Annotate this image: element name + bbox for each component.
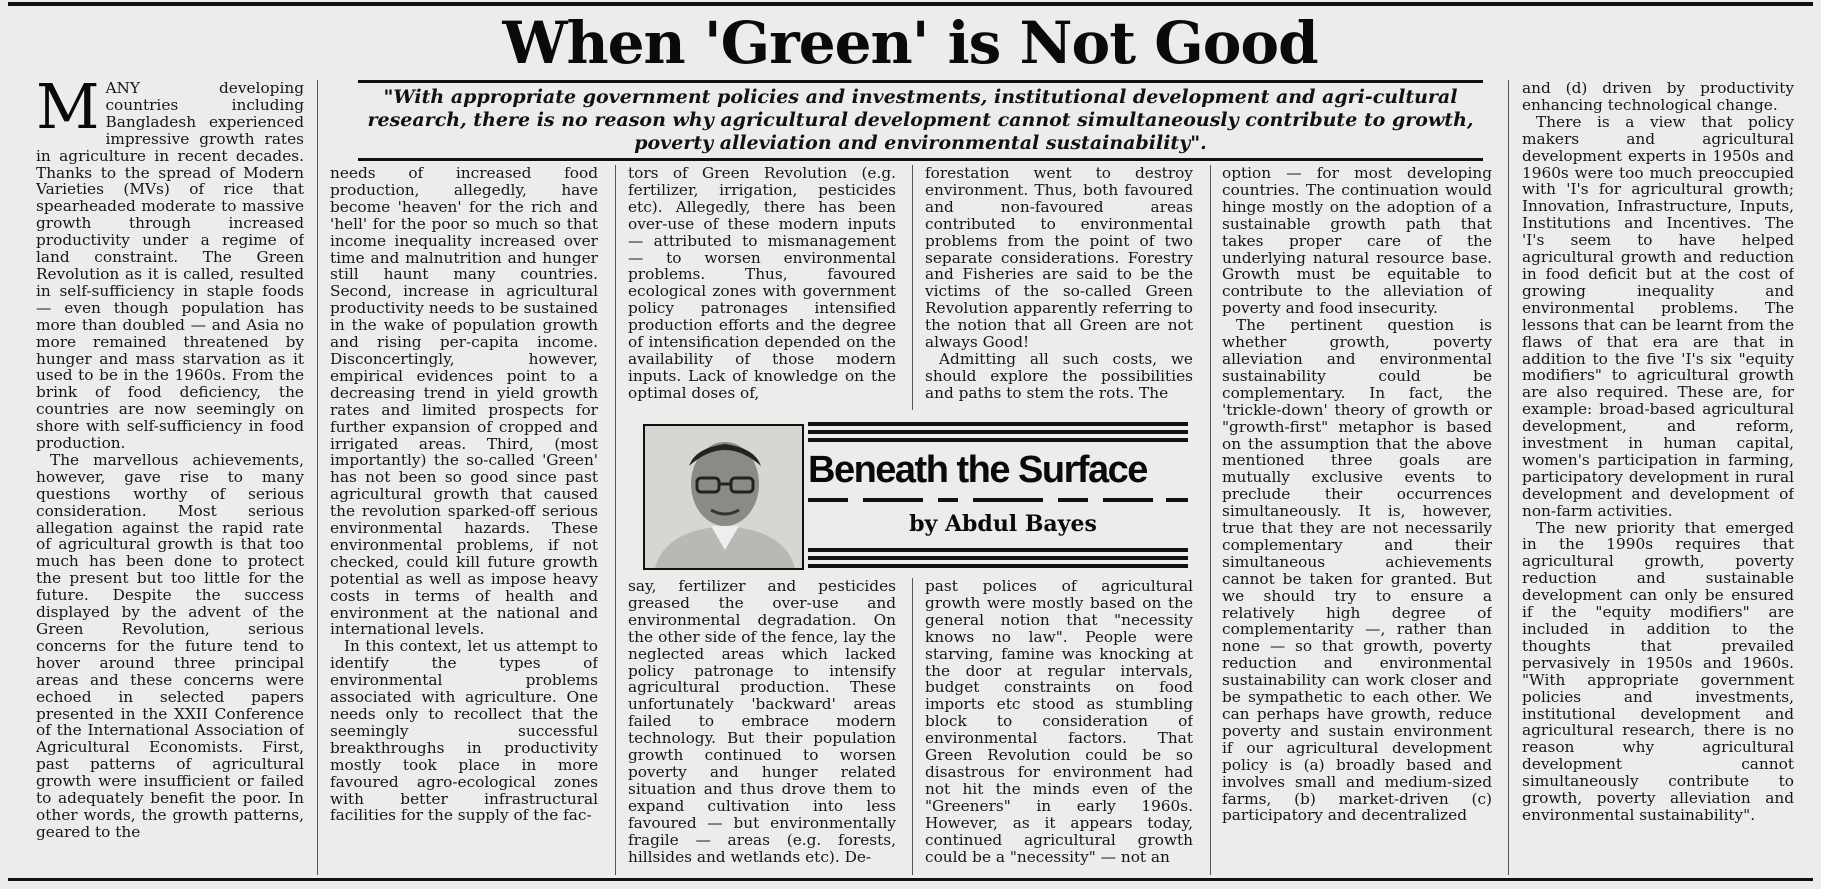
- column-divider-3-top: [912, 165, 913, 410]
- column-6-paragraph-1: and (d) driven by productivity enhancing technological change.: [1522, 80, 1794, 114]
- column-3-bottom-paragraph: say, fertilizer and pesticides greased the over-use and environmental degradation. On the other side of the fence, lay the neglected areas which lacked policy patronage to intensify agricultural production. These unfortunately 'backward' areas failed to embrace modern technology. But their population growth continued to worsen poverty and hunger related situation and thus drove them to expand cultivation into less favoured — but environmentally fragile — areas (e.g. forests, hillsides and wetlands etc). De-: [628, 578, 896, 866]
- column-4-bottom-paragraph: past polices of agricultural growth were mostly based on the general notion that "necessity knows no law". People were starving, famine was knocking at the door at regular intervals, budget constraints on food imports etc stood as stumbling block to consideration of environmental factors. That Green Revolution could be so disastrous for environment had not hit the minds even of the "Greeners" in early 1960s. However, as it appears today, continued agricultural growth could be a "necessity" — not an: [925, 578, 1193, 866]
- column-5-paragraph-2: The pertinent question is whether growth, poverty alleviation and environmental sustainability could be complementary. In fact, the 'trickle-down' theory of growth or "growth-first" metaphor is based on the assumption that the above mentioned three goals are mutually exclusive events to preclude their occurrences simultaneously. It is, however, true that they are not necessarily complementary and their simultaneous achievements cannot be taken for granted. But we should try to ensure a relatively high degree of complementarity —, rather than none — so that growth, poverty reduction and environmental sustainability can work closer and be sympathetic to each other. We can perhaps have growth, reduce poverty and sustain environment if our agricultural development policy is (a) broadly based and involves small and medium-sized farms, (b) market-driven (c) participatory and decentralized: [1222, 316, 1492, 825]
- column-divider-3-bottom: [912, 578, 913, 875]
- column-4-top-paragraph-2: Admitting all such costs, we should explore the possibilities and paths to stem the rots. The: [925, 349, 1193, 402]
- bottom-border-rule: [8, 878, 1813, 881]
- column-1-paragraph-2: The marvellous achievements, however, gave rise to many questions worthy of serious consideration. Most serious allegation against the rapid rate of agricultural growth is that too much has been done to protect the present but too little for the future. Despite the success displayed by the advent of the Green Revolution, serious concerns for the future tend to hover around three principal areas and these concerns were echoed in selected papers presented in the XXII Conference of the International Association of Agricultural Economists. First, past patterns of agricultural growth were insufficient or failed to adequately benefit the poor. In other words, the growth patterns, geared to the: [36, 450, 304, 841]
- column-4-top-paragraph-1: forestation went to destroy environment. Thus, both favoured and non-favoured areas contributed to environmental problems from the point of two separate considerations. Forestry and Fisheries are said to be the victims of the so-called Green Revolution apparently referring to the notion that all Green are not always Good!: [925, 165, 1193, 352]
- column-2-paragraph-1: needs of increased food production, allegedly, have become 'heaven' for the rich and 'hell' for the poor so much so that income inequality increased over time and malnutrition and hunger still haunt many countries. Second, increase in agricultural productivity needs to be sustained in the wake of population growth and rising per-capita income. Disconcertingly, however, empirical evidences point to a decreasing trend in yield growth rates and limited prospects for further expansion of cropped and irrigated areas. Third, (most importantly) the so-called 'Green' has not been so good since past agricultural growth that caused the revolution sparked-off serious environmental hazards. These environmental problems, if not checked, could kill future growth potential as well as impose heavy costs in terms of health and environment at the national and international levels.: [330, 165, 598, 639]
- column-4-bottom: [925, 578, 1193, 875]
- column-3-top: [628, 165, 896, 410]
- column-6-paragraph-2: There is a view that policy makers and agricultural development experts in 1950s and 1960s were too much preoccupied with 'I's for agricultural growth; Innovation, Infrastructure, Inputs, Institutions and Incentives. The 'I's seem to have helped agricultural growth and reduction in food deficit but at the cost of growing inequality and environmental problems. The lessons that can be learnt from the flaws of that era are that in addition to the five 'I's six "equity modifiers" to agricultural growth are also required. These are, for example: broad-based agricultural development, and reform, investment in human capital, women's participation in farming, participatory development in rural development and development of non-farm activities.: [1522, 112, 1794, 520]
- column-divider-1: [317, 80, 318, 875]
- deck-bottom-rule: [358, 158, 1483, 161]
- banner-rule-6: [808, 564, 1188, 568]
- decorative-dash-rule: [808, 497, 1188, 503]
- column-1: [36, 80, 304, 875]
- banner-rule-3: [808, 438, 1188, 442]
- top-border-rule: [8, 2, 1813, 6]
- author-portrait-icon: [645, 426, 802, 568]
- column-divider-2: [615, 165, 616, 875]
- column-6: [1522, 80, 1794, 875]
- banner-rule-2: [808, 430, 1188, 434]
- byline: by Abdul Bayes: [909, 511, 1097, 537]
- column-3-top-paragraph: tors of Green Revolution (e.g. fertilizer, irrigation, pesticides etc). Allegedly, there has been over-use of these modern inputs — attributed to mismanagement — to worsen environmental problems. Thus, favoured ecological zones with government policy patronages intensified production efforts and the degree of intensification depended on the availability of those modern inputs. Lack of knowledge on the optimal doses of,: [628, 165, 896, 402]
- author-portrait: [643, 424, 804, 570]
- headline: When 'Green' is Not Good: [502, 9, 1318, 77]
- column-5-paragraph-1: option — for most developing countries. The continuation would hinge mostly on the adoption of a sustainable growth path that takes proper care of the underlying natural resource base. Growth must be equitable to contribute to the alleviation of poverty and food insecurity.: [1222, 165, 1492, 318]
- deck-top-rule: [358, 80, 1483, 83]
- column-divider-5: [1508, 80, 1509, 875]
- column-title: Beneath the Surface: [808, 449, 1147, 491]
- column-5: [1222, 165, 1492, 875]
- column-3-bottom: [628, 578, 896, 875]
- banner-rule-1: [808, 422, 1188, 426]
- column-2: [330, 165, 598, 875]
- column-1-lead-paragraph: ANY developing countries including Bangladesh experienced impressive growth rates in agriculture in recent decades. Thanks to the spread of Modern Varieties (MVs) of rice that spearheaded moderate to massive growth through increased productivity under a regime of land constraint. The Green Revolution as it is called, resulted in self-sufficiency in staple foods — even though population has more than doubled — and Asia no more remained threatened by hunger and mass starvation as it used to be in the 1960s. From the brink of food deficiency, the countries are now seemingly on shore with self-sufficiency in food production.: [36, 80, 304, 453]
- banner-rule-4: [808, 548, 1188, 552]
- banner-rule-5: [808, 556, 1188, 560]
- column-2-paragraph-2: In this context, let us attempt to identify the types of environmental problems associated with agriculture. One needs only to recollect that the seemingly successful breakthroughs in productivity mostly took place in more favoured agro-ecological zones with better infrastructural facilities for the supply of the fac-: [330, 637, 598, 825]
- column-4-top: [925, 165, 1193, 410]
- deck-quote: "With appropriate government policies and investments, institutional development and agri-cultural research, there is no reason why agricultural development cannot simultaneously contribute to growth, poverty alleviation and environmental sustainability".: [367, 86, 1474, 154]
- drop-cap: M: [36, 80, 100, 143]
- column-divider-4: [1210, 165, 1211, 875]
- column-6-paragraph-3: The new priority that emerged in the 1990s requires that agricultural growth, poverty reduction and sustainable development can only be ensured if the "equity modifiers" are included in addition to the thoughts that prevailed pervasively in 1950s and 1960s. "With appropriate government policies and investments, institutional development and agricultural research, there is no reason why agricultural development cannot simultaneously contribute to growth, poverty alleviation and environmental sustainability".: [1522, 518, 1794, 824]
